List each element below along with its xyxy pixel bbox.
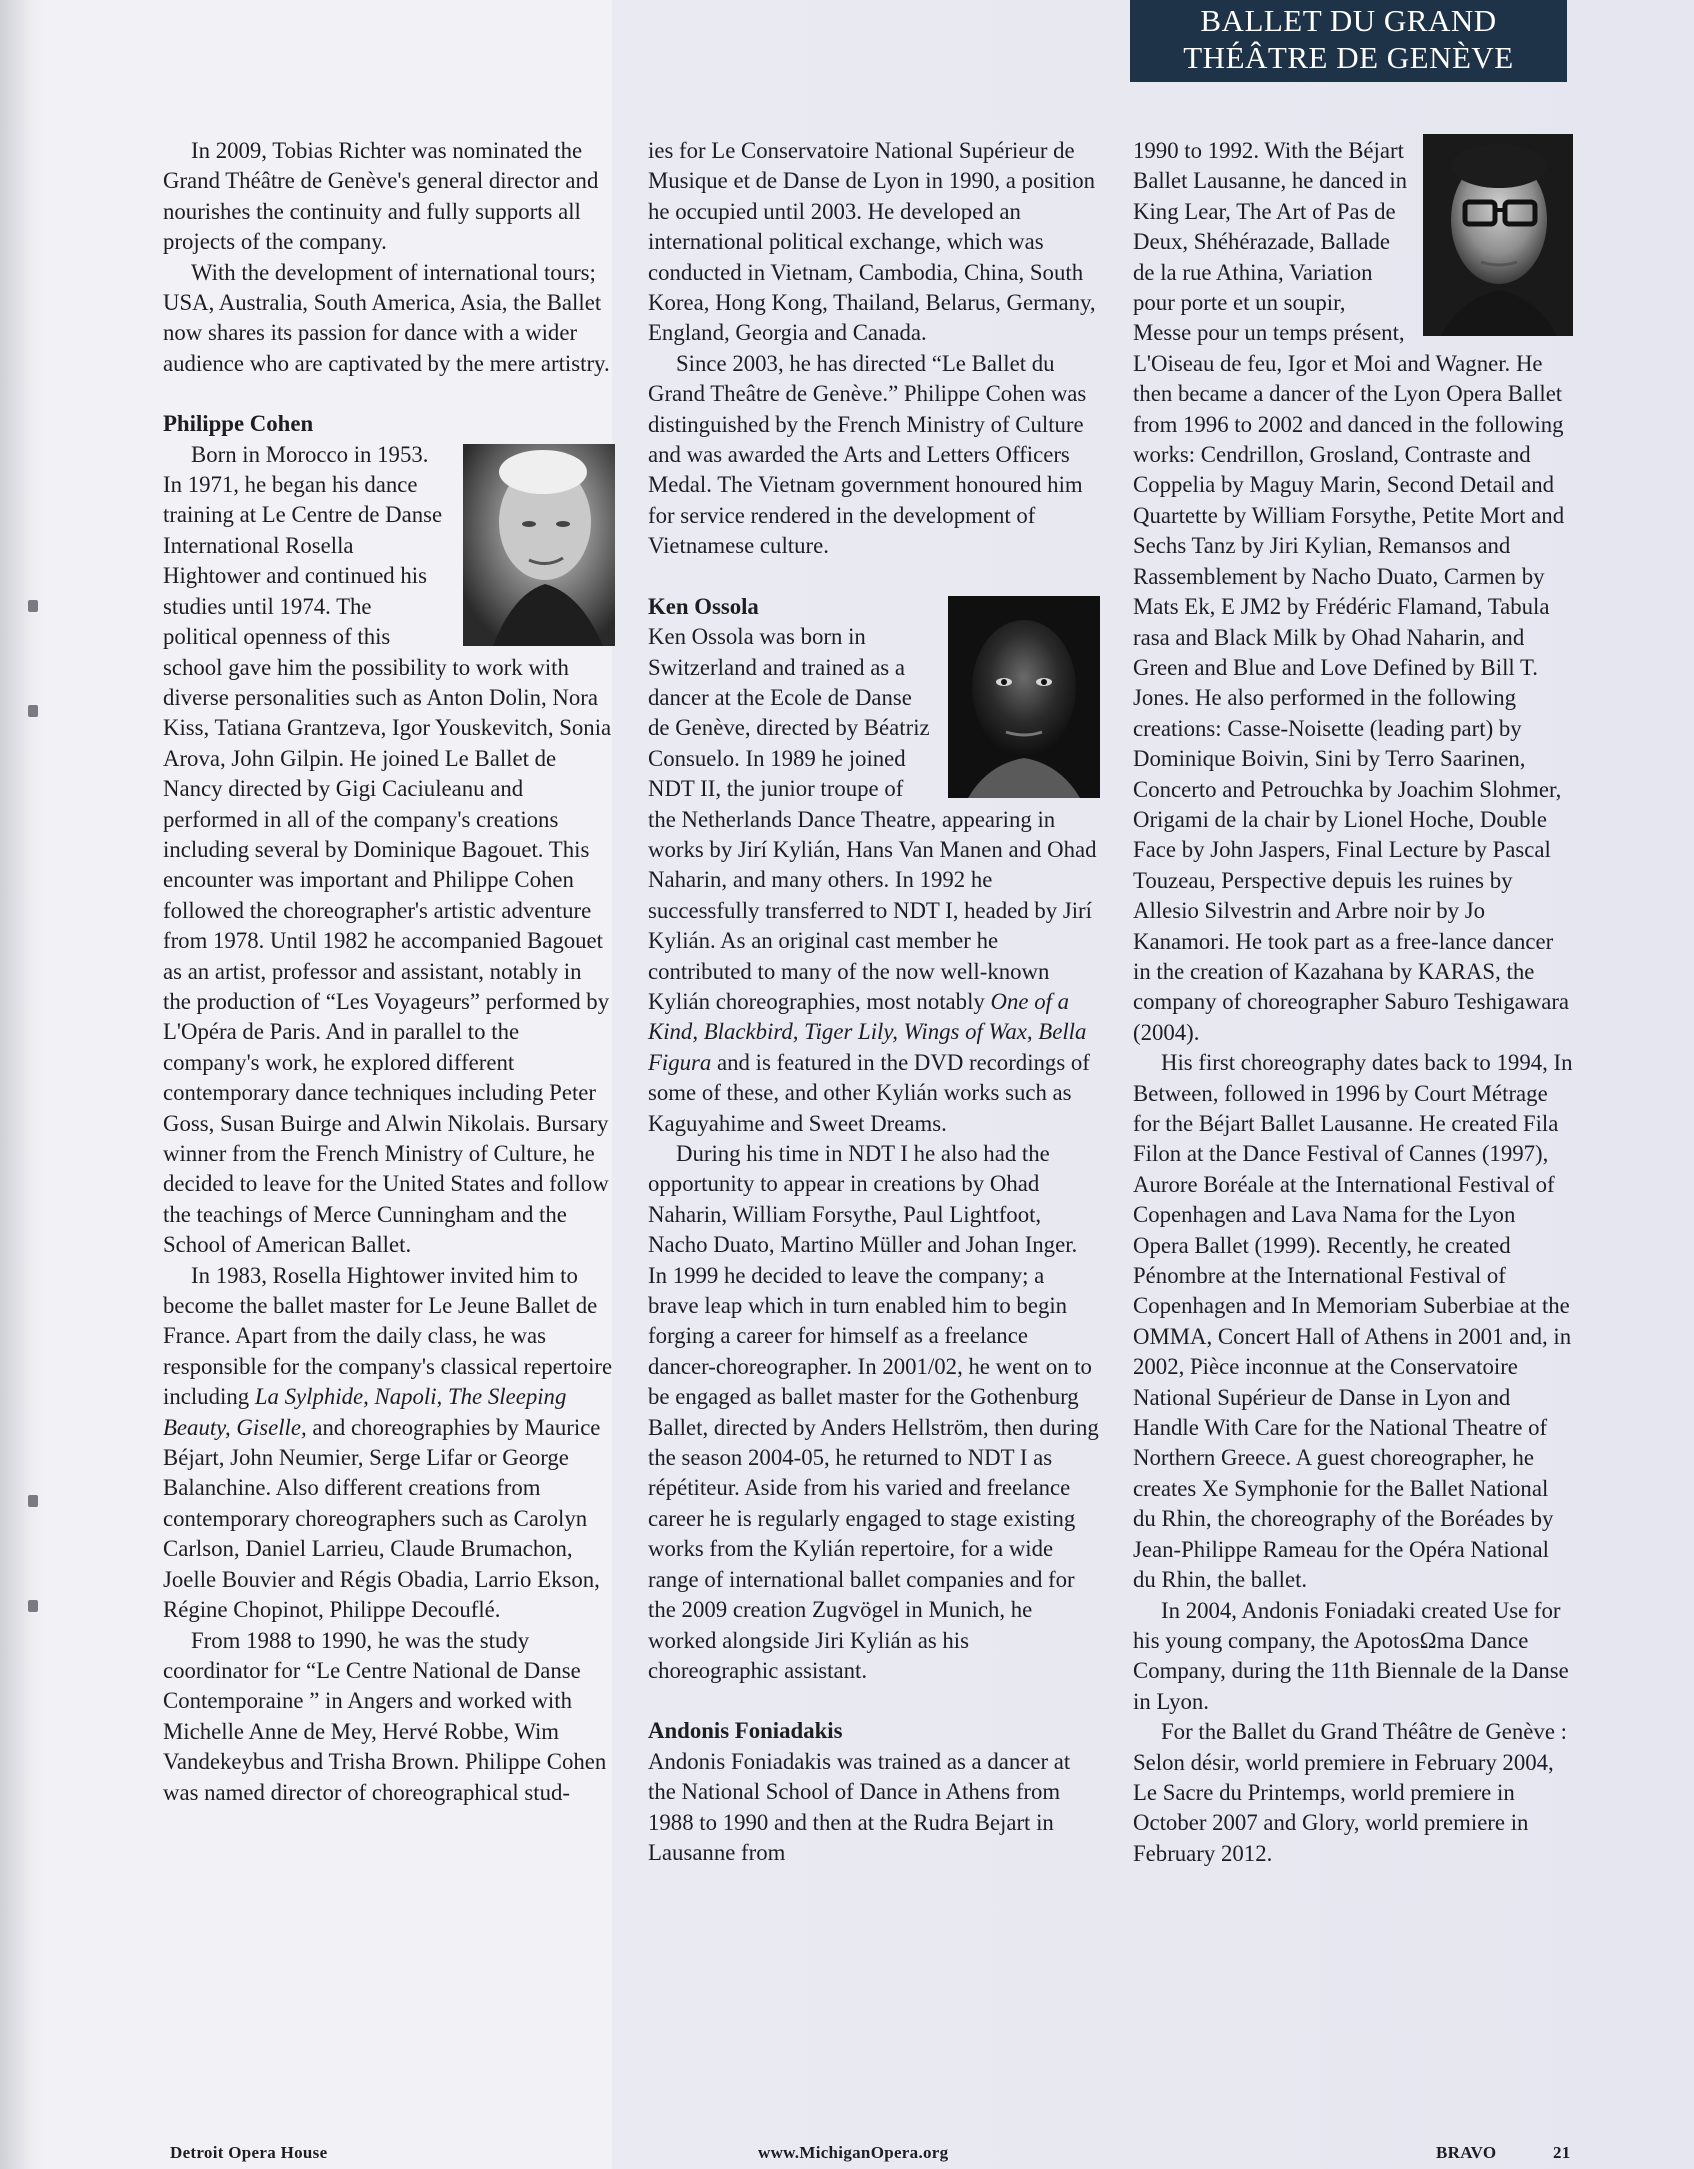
italic-titles: La Sylphide, Napoli, The Sleeping Beauty, Giselle, xyxy=(163,1384,567,1440)
text-span: In 1983, Rosella Hightower invited him to become the ballet master for Le Jeune Ballet de France. Apart from the daily class, he was responsible for the company's classical repertoire including xyxy=(163,1262,613,1410)
staple-mark xyxy=(28,705,38,717)
italic-titles: One of a Kind, Blackbird, Tiger Lily, Wings of Wax, Bella Figura xyxy=(648,988,1087,1075)
staple-mark xyxy=(28,600,38,612)
bio-heading-ossola: Ken Ossola xyxy=(648,593,759,619)
column-2 xyxy=(648,136,1100,1868)
ossola-portrait xyxy=(948,596,1100,798)
paragraph xyxy=(163,1261,615,1626)
text-span: Ken Ossola was born in Switzerland and trained as a dancer at the Ecole de Danse de Genève, directed by Béatriz Consuelo. In 1989 he joined NDT II, the junior troupe of the Netherlands Dance Theatre, appearing in works by Jirí Kylián, Hans Van Manen and Ohad Naharin, and many others. In 1992 he successfully transferred to NDT I, headed by Jirí Kylián. As an original cast member he contributed to many of the now well-known Kylián choreographies, most notably xyxy=(648,624,1097,1014)
paragraph: With the development of international tours; USA, Australia, South America, Asia, the Ballet now shares its passion for dance with a wider audience who are captivated by the mere artistry. xyxy=(163,259,610,376)
paragraph: From 1988 to 1990, he was the study coordinator for “Le Centre National de Danse Contemporaine ” in Angers and worked with Michelle Anne de Mey, Hervé Robbe, Wim Vandekeybus and Trisha Brown. Philippe Cohen was named director of choreographical stud- xyxy=(163,1627,607,1805)
column-3 xyxy=(1133,136,1573,1869)
paragraph: For the Ballet du Grand Théâtre de Genève : Selon désir, world premiere in February 2004, Le Sacre du Printemps, world premiere in October 2007 and Glory, world premiere in February 2012. xyxy=(1133,1719,1567,1866)
foniadakis-portrait xyxy=(1423,134,1573,336)
paragraph: During his time in NDT I he also had the opportunity to appear in creations by Ohad Naharin, William Forsythe, Paul Lightfoot, Nacho Duato, Martino Müller and Johan Inger. In 1999 he decided to leave the company; a brave leap which in turn enabled him to begin forging a career for himself as a freelance dancer-choreographer. In 2001/02, he went on to be engaged as ballet master for the Gothenburg Ballet, directed by Anders Hellström, then during the season 2004-05, he returned to NDT I as répétiteur. Aside from his varied and freelance career he is regularly engaged to stage existing works from the Kylián repertoire, for a wide range of international ballet companies and for the 2009 creation Zugvögel in Munich, he worked alongside Jiri Kylián as his choreographic assistant. xyxy=(648,1141,1099,1683)
cohen-portrait xyxy=(463,444,615,646)
staple-mark xyxy=(28,1495,38,1507)
binding-shadow xyxy=(0,0,44,2169)
paragraph: 1990 to 1992. With the Béjart Ballet Lausanne, he danced in King Lear, The Art of Pas de Deux, Shéhérazade, Ballade de la rue Athina, Variation pour porte et un soupir, Messe pour un temps présent, L'Oiseau de feu, Igor et Moi and Wagner. He then became a dancer of the Lyon Opera Ballet from 1996 to 2002 and danced in the following works: Cendrillon, Grosland, Contraste and Coppelia by Maguy Marin, Second Detail and Quartette by William Forsythe, Petite Mort and Sechs Tanz by Jiri Kylian, Remansos and Rassemblement by Nacho Duato, Carmen by Mats Ek, E JM2 by Frédéric Flamand, Tabula rasa and Black Milk by Ohad Naharin, and Green and Blue and Love Defined by Bill T. Jones. He also performed in the following creations: Casse-Noisette (leading part) by Dominique Boivin, Sini by Terro Saarinen, Concerto and Petrouchka by Joachim Slohmer, Origami de la chair by Lionel Hoche, Double Face by John Jaspers, Final Lecture by Pascal Touzeau, Perspective depuis les ruines by Allesio Silvestrin and Arbre noir by Jo Kanamori. He took part as a free-lance dancer in the creation of Kazahana by KARAS, the company of choreographer Saburo Teshigawara (2004). xyxy=(1133,138,1570,1045)
paragraph: His first choreography dates back to 1994, In Between, followed in 1996 by Court Métrage for the Béjart Ballet Lausanne. He created Fila Filon at the Dance Festival of Cannes (1997), Aurore Boréale at the International Festival of Copenhagen and Lava Nama for the Lyon Opera Ballet (1999). Recently, he created Pénombre at the International Festival of Copenhagen and In Memoriam Suberbiae at the OMMA, Concert Hall of Athens in 2001 and, in 2002, Pièce inconnue at the Conservatoire National Supérieur de Danse in Lyon and Handle With Care for the National Theatre of Northern Greece. A guest choreographer, he creates Xe Symphonie for the Ballet National du Rhin, the choreography of the Boréades by Jean-Philippe Rameau for the Opéra National du Rhin, the ballet. xyxy=(1133,1050,1573,1593)
text-span: and is featured in the DVD recordings of some of these, and other Kylián works such as Kaguyahime and Sweet Dreams. xyxy=(648,1049,1090,1136)
paragraph: Andonis Foniadakis was trained as a dancer at the National School of Dance in Athens from 1988 to 1990 and then at the Rudra Bejart in Lausanne from xyxy=(648,1748,1071,1865)
paragraph: In 2004, Andonis Foniadaki created Use for his young company, the ApotosΩma Dance Company, during the 11th Biennale de la Danse in Lyon. xyxy=(1133,1597,1569,1714)
page-number: 21 xyxy=(1553,2143,1571,2162)
bio-heading-cohen: Philippe Cohen xyxy=(163,411,314,437)
column-1 xyxy=(163,136,615,1808)
footer-url: www.MichiganOpera.org xyxy=(758,2143,949,2162)
section-header-line2: THÉÂTRE DE GENÈVE xyxy=(1183,40,1514,75)
paragraph: Born in Morocco in 1953. In 1971, he began his dance training at Le Centre de Danse International Rosella Hightower and continued his studies until 1974. The political openness of this school gave him the possibility to work with diverse personalities such as Anton Dolin, Nora Kiss, Tatiana Grantzeva, Igor Youskevitch, Sonia Arova, John Gilpin. He joined Le Ballet de Nancy directed by Gigi Caciuleanu and performed in all of the company's creations including several by Dominique Bagouet. This encounter was important and Philippe Cohen followed the choreographer's artistic adventure from 1978. Until 1982 he accompanied Bagouet as an artist, professor and assistant, notably in the production of “Les Voyageurs” performed by L'Opéra de Paris. And in parallel to the company's work, he explored different contemporary dance techniques including Peter Goss, Susan Buirge and Alwin Nikolais. Bursary winner from the French Ministry of Culture, he decided to leave for the United States and follow the teachings of Merce Cunningham and the School of American Ballet. xyxy=(163,441,612,1258)
section-header-line1: BALLET DU GRAND xyxy=(1200,3,1497,38)
footer-magazine: BRAVO xyxy=(1436,2143,1497,2162)
paragraph: ies for Le Conservatoire National Supérieur de Musique et de Danse de Lyon in 1990, a position he occupied until 2003. He developed an international political exchange, which was conducted in Vietnam, Cambodia, China, South Korea, Hong Kong, Thailand, Belarus, Germany, England, Georgia and Canada. xyxy=(648,138,1096,346)
paragraph: Since 2003, he has directed “Le Ballet du Grand Theâtre de Genève.” Philippe Cohen was distinguished by the French Ministry of Culture and was awarded the Arts and Letters Officers Medal. The Vietnam government honoured him for service rendered in the development of Vietnamese culture. xyxy=(648,350,1087,559)
footer-venue: Detroit Opera House xyxy=(170,2143,328,2162)
staple-mark xyxy=(28,1600,38,1612)
bio-heading-foniadakis: Andonis Foniadakis xyxy=(648,1718,843,1744)
text-span: and choreographies by Maurice Béjart, John Neumier, Serge Lifar or George Balanchine. Also different creations from contemporary choreographers such as Carolyn Carlson, Daniel Larrieu, Claude Brumachon, Joelle Bouvier and Régis Obadia, Larrio Ekson, Régine Chopinot, Philippe Decouflé. xyxy=(163,1414,601,1623)
section-header xyxy=(1130,0,1567,82)
paragraph: In 2009, Tobias Richter was nominated the Grand Théâtre de Genève's general director and nourishes the continuity and fully supports all projects of the company. xyxy=(163,138,599,255)
